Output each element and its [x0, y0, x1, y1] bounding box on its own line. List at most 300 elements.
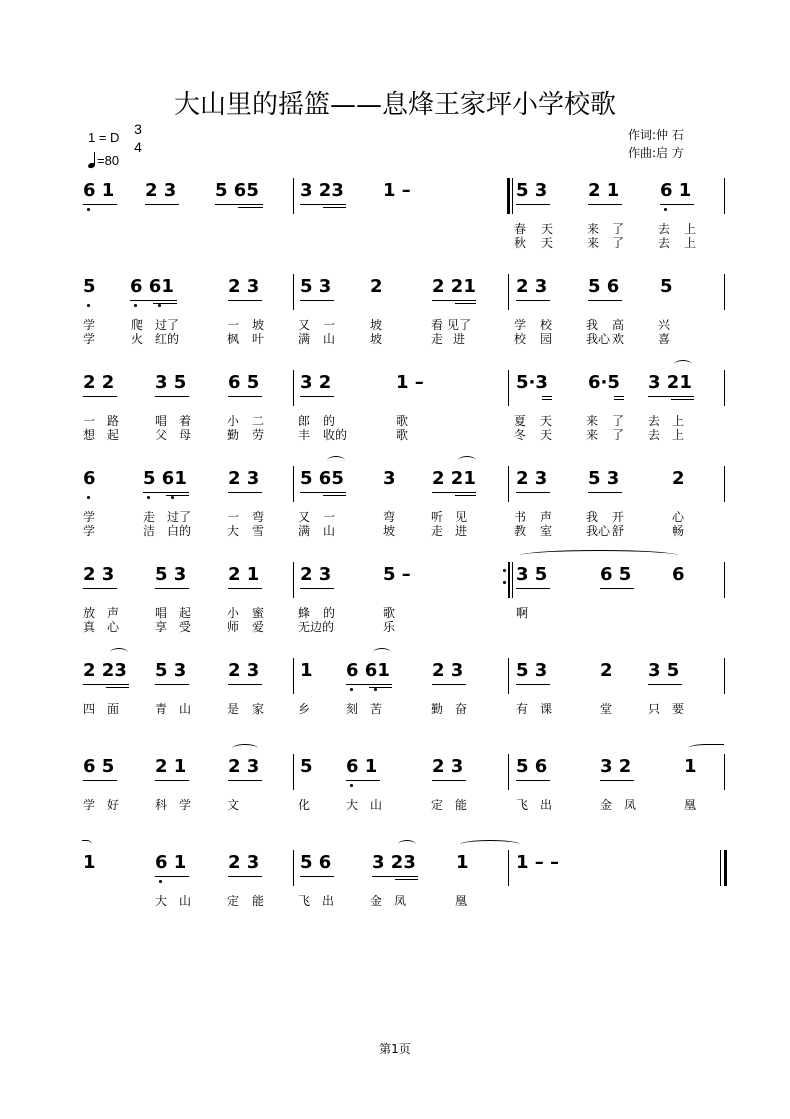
- lyric: 上: [684, 236, 697, 250]
- note-group: 5 3: [155, 564, 187, 585]
- note-group: 2 21: [432, 276, 476, 297]
- lyric: 山: [179, 702, 192, 716]
- music-row-7: [0, 756, 790, 846]
- lyric: 白的: [167, 524, 192, 538]
- lyric: 心: [672, 510, 685, 524]
- lyric: 过了: [155, 318, 180, 332]
- beam: [516, 780, 550, 781]
- note-group: 3 5: [648, 660, 680, 681]
- beam: [346, 780, 380, 781]
- lyric: 凰: [455, 894, 468, 908]
- lyric: 出: [540, 798, 553, 812]
- beam: [300, 396, 334, 397]
- lyric: 又: [298, 318, 311, 332]
- lyric: 声: [540, 510, 553, 524]
- lyric: 飞: [298, 894, 311, 908]
- composer: 作曲:启 方: [628, 146, 684, 160]
- note-group: 2: [600, 660, 613, 681]
- barline: [293, 370, 294, 406]
- lyric: 无边的: [298, 620, 335, 634]
- lyric: 金: [370, 894, 383, 908]
- lyric: 文: [227, 798, 240, 812]
- lyric: 枫: [227, 332, 240, 346]
- barline: [508, 370, 509, 406]
- barline: [293, 274, 294, 310]
- meter-bottom: 4: [134, 139, 142, 155]
- song-title: 大山里的摇篮——息烽王家坪小学校歌: [173, 90, 616, 120]
- lyric: 着: [179, 414, 192, 428]
- note-group: 5·3: [516, 372, 548, 393]
- low-octave-dot: [87, 496, 90, 499]
- lyric: 坡: [252, 318, 265, 332]
- low-octave-dot: [171, 496, 174, 499]
- lyric: 春: [514, 222, 527, 236]
- beam: [83, 780, 117, 781]
- lyric: 二: [252, 414, 265, 428]
- lyricist: 作词:仲 石: [628, 128, 684, 142]
- note-group: 2 3: [516, 468, 548, 489]
- beam: [600, 588, 634, 589]
- lyric: 教: [514, 524, 527, 538]
- note-group: 5 65: [215, 180, 259, 201]
- barline: [724, 562, 725, 598]
- lyric: 科: [155, 798, 168, 812]
- lyric: 小: [227, 606, 240, 620]
- music-row-2: [0, 276, 790, 366]
- beam: [228, 876, 262, 877]
- lyric: 校: [540, 318, 553, 332]
- beam: [238, 207, 263, 208]
- repeat-dot: [503, 569, 506, 572]
- note-group: 2: [370, 276, 383, 297]
- lyric: 兴: [658, 318, 671, 332]
- beam: [228, 492, 262, 493]
- lyric: 歌: [396, 414, 409, 428]
- barline: [293, 850, 294, 886]
- lyric: 满: [298, 332, 311, 346]
- tie-slur-open: [688, 744, 724, 753]
- barline: [724, 658, 725, 694]
- lyric: 学: [83, 510, 96, 524]
- key-signature: 1 = D: [88, 130, 120, 145]
- lyric: 一: [83, 414, 96, 428]
- beam: [516, 300, 550, 301]
- note-group: 5 3: [588, 468, 620, 489]
- note-group: 2 2: [83, 372, 115, 393]
- note-group: 5 61: [143, 468, 187, 489]
- lyric: 畅: [672, 524, 685, 538]
- beam: [323, 207, 346, 208]
- lyric: 了: [612, 428, 625, 442]
- lyric: 洁: [143, 524, 156, 538]
- note-group: 3 21: [648, 372, 692, 393]
- lyric: 天: [540, 414, 553, 428]
- low-octave-dot: [134, 304, 137, 307]
- lyric: 放: [83, 606, 96, 620]
- lyric: 了: [612, 236, 625, 250]
- lyric: 我: [586, 318, 599, 332]
- tempo-value: =80: [97, 153, 120, 168]
- final-barline-thick: [724, 850, 727, 886]
- lyric: 来: [587, 236, 600, 250]
- barline: [508, 754, 509, 790]
- lyric: 郎: [298, 414, 311, 428]
- beam: [83, 684, 129, 685]
- low-octave-dot: [350, 688, 353, 691]
- lyric: 大: [346, 798, 359, 812]
- lyric: 面: [107, 702, 120, 716]
- lyric: 一: [227, 510, 240, 524]
- lyric: 刻: [346, 702, 359, 716]
- lyric: 秋: [514, 236, 527, 250]
- music-row-5: [0, 564, 790, 654]
- lyric: 受: [179, 620, 192, 634]
- lyric: 蜜: [252, 606, 265, 620]
- lyric: 书: [514, 510, 527, 524]
- lyric: 了: [612, 414, 625, 428]
- beam: [542, 396, 552, 397]
- beam: [228, 588, 262, 589]
- lyric: 享: [155, 620, 168, 634]
- note-group: 2 1: [588, 180, 620, 201]
- lyric: 欢: [612, 332, 625, 346]
- double-barline: [507, 178, 510, 214]
- lyric: 四: [83, 702, 96, 716]
- note-group: 2 3: [228, 852, 260, 873]
- lyric: 来: [586, 428, 599, 442]
- beam: [143, 492, 189, 493]
- lyric: 收的: [323, 428, 348, 442]
- page-number: 第1页: [379, 1042, 411, 1056]
- note-group: 6 5: [83, 756, 115, 777]
- tie-slur: [110, 648, 128, 657]
- low-octave-dot: [374, 688, 377, 691]
- lyric: 是: [227, 702, 240, 716]
- final-barline-thin: [720, 850, 721, 886]
- note-group: 3: [383, 468, 396, 489]
- lyric: 心: [107, 620, 120, 634]
- note-group: 2 3: [145, 180, 177, 201]
- lyric: 走: [431, 524, 444, 538]
- tie-slur: [674, 360, 692, 369]
- music-row-8: [0, 852, 790, 942]
- low-octave-dot: [147, 496, 150, 499]
- note-group: 5 –: [383, 564, 411, 585]
- note-group: 2 3: [432, 756, 464, 777]
- beam: [228, 684, 262, 685]
- lyric: 了: [612, 222, 625, 236]
- beam: [614, 396, 624, 397]
- note-group: 2 23: [83, 660, 127, 681]
- lyric: 勤: [227, 428, 240, 442]
- beam: [155, 876, 189, 877]
- lyric: 喜: [658, 332, 671, 346]
- beam: [614, 399, 624, 400]
- beam: [83, 588, 117, 589]
- note-group: 2 3: [228, 660, 260, 681]
- beam: [228, 780, 262, 781]
- beam: [455, 495, 476, 496]
- lyric: 学: [83, 318, 96, 332]
- beam: [588, 300, 622, 301]
- note-group: 6 61: [346, 660, 390, 681]
- lyric: 飞: [516, 798, 529, 812]
- lyric: 学: [83, 524, 96, 538]
- credits: [628, 126, 684, 162]
- lyric: 上: [684, 222, 697, 236]
- note-group: 3 23: [372, 852, 416, 873]
- lyric: 堂: [600, 702, 613, 716]
- tempo-marking: [88, 150, 119, 168]
- lyric: 坡: [370, 318, 383, 332]
- note-group: 5 3: [516, 180, 548, 201]
- barline: [724, 754, 725, 790]
- note-group: 6 5: [600, 564, 632, 585]
- lyric: 奋: [455, 702, 468, 716]
- lyric: 我心: [586, 332, 611, 346]
- note-group: 5 6: [588, 276, 620, 297]
- lyric: 我心: [586, 524, 611, 538]
- barline: [508, 466, 509, 502]
- note-group: 3 2: [600, 756, 632, 777]
- low-octave-dot: [87, 208, 90, 211]
- note-group: 5: [83, 276, 96, 297]
- beam: [145, 204, 179, 205]
- barline: [512, 562, 513, 598]
- lyric: 满: [298, 524, 311, 538]
- low-octave-dot: [159, 880, 162, 883]
- barline: [724, 274, 725, 310]
- note-group: 1 –: [396, 372, 424, 393]
- lyric: 只: [648, 702, 661, 716]
- lyric: 起: [179, 606, 192, 620]
- beam: [648, 396, 694, 397]
- lyric: 定: [431, 798, 444, 812]
- lyric: 开: [612, 510, 625, 524]
- lyric: 唱: [155, 414, 168, 428]
- beam: [542, 399, 552, 400]
- beam: [153, 303, 177, 304]
- beam: [228, 300, 262, 301]
- lyric: 去: [658, 222, 671, 236]
- beam: [300, 300, 334, 301]
- lyric: 弯: [252, 510, 265, 524]
- lyric: 起: [107, 428, 120, 442]
- tie-slur-close: [82, 840, 92, 849]
- barline: [724, 466, 725, 502]
- lyric: 进: [455, 524, 468, 538]
- lyric: 歌: [383, 606, 396, 620]
- lyric: 真: [83, 620, 96, 634]
- lyric: 定: [227, 894, 240, 908]
- note-group: 1 –: [383, 180, 411, 201]
- lyric: 的: [323, 606, 336, 620]
- lyric: 想: [83, 428, 96, 442]
- note-group: 1: [456, 852, 469, 873]
- tie-slur: [327, 456, 345, 465]
- lyric: 天: [541, 222, 554, 236]
- tie-slur: [398, 840, 416, 849]
- lyric: 能: [252, 894, 265, 908]
- lyric: 进: [453, 332, 466, 346]
- lyric: 大: [155, 894, 168, 908]
- lyric: 爱: [252, 620, 265, 634]
- beam: [588, 204, 622, 205]
- barline: [293, 178, 294, 214]
- beam: [83, 204, 117, 205]
- note-group: 6 1: [346, 756, 378, 777]
- note-group: 2: [672, 468, 685, 489]
- note-group: 1 – –: [516, 852, 560, 873]
- note-group: 6: [672, 564, 685, 585]
- beam: [432, 780, 466, 781]
- lyric: 见了: [447, 318, 472, 332]
- note-group: 2 3: [432, 660, 464, 681]
- beam: [106, 687, 129, 688]
- lyric: 大: [227, 524, 240, 538]
- lyric: 见: [455, 510, 468, 524]
- lyric: 丰: [298, 428, 311, 442]
- note-group: 2 3: [228, 468, 260, 489]
- lyric: 红的: [155, 332, 180, 346]
- lyric: 能: [455, 798, 468, 812]
- lyric: 来: [586, 414, 599, 428]
- note-group: 2 3: [516, 276, 548, 297]
- lyric: 有: [516, 702, 529, 716]
- beam: [166, 495, 189, 496]
- barline: [724, 370, 725, 406]
- lyric: 苦: [370, 702, 383, 716]
- barline: [508, 850, 509, 886]
- lyric: 园: [540, 332, 553, 346]
- note-group: 2 3: [228, 756, 260, 777]
- lyric: 蜂: [298, 606, 311, 620]
- barline: [508, 274, 509, 310]
- lyric: 走: [431, 332, 444, 346]
- barline: [724, 178, 725, 214]
- lyric: 一: [323, 318, 336, 332]
- beam: [346, 684, 392, 685]
- lyric: 学: [514, 318, 527, 332]
- phrase-slur: [520, 550, 678, 561]
- quarter-note-icon: [88, 150, 97, 168]
- barline: [512, 178, 513, 214]
- note-group: 2 3: [228, 276, 260, 297]
- lyric: 好: [107, 798, 120, 812]
- lyric: 小: [227, 414, 240, 428]
- lyric: 唱: [155, 606, 168, 620]
- beam: [155, 396, 189, 397]
- note-group: 6 1: [83, 180, 115, 201]
- low-octave-dot: [350, 784, 353, 787]
- note-group: 2 21: [432, 468, 476, 489]
- lyric: 声: [107, 606, 120, 620]
- beam: [432, 300, 476, 301]
- beam: [600, 780, 634, 781]
- lyric: 学: [83, 798, 96, 812]
- note-group: 2 3: [83, 564, 115, 585]
- lyric: 走: [143, 510, 156, 524]
- note-group: 5 6: [300, 852, 332, 873]
- beam: [369, 687, 392, 688]
- note-group: 5 3: [516, 660, 548, 681]
- note-group: 5: [300, 756, 313, 777]
- note-group: 5 3: [300, 276, 332, 297]
- note-group: 3 2: [300, 372, 332, 393]
- beam: [660, 204, 694, 205]
- beam: [155, 588, 189, 589]
- tie-slur: [460, 840, 520, 849]
- lyric: 出: [322, 894, 335, 908]
- lyric: 母: [179, 428, 192, 442]
- lyric: 弯: [383, 510, 396, 524]
- lyric: 去: [648, 428, 661, 442]
- note-group: 3 23: [300, 180, 344, 201]
- beam: [155, 780, 189, 781]
- tie-slur: [373, 648, 391, 657]
- lyric: 上: [672, 428, 685, 442]
- note-group: 2 3: [300, 564, 332, 585]
- beam: [155, 684, 189, 685]
- beam: [516, 588, 550, 589]
- barline: [293, 562, 294, 598]
- lyric: 爬: [131, 318, 144, 332]
- beam: [455, 303, 476, 304]
- note-group: 6 1: [155, 852, 187, 873]
- note-group: 6 61: [130, 276, 174, 297]
- lyric: 化: [298, 798, 311, 812]
- time-signature: [132, 120, 144, 156]
- lyric: 我: [586, 510, 599, 524]
- tie-slur: [458, 456, 476, 465]
- lyric: 乡: [298, 702, 311, 716]
- note-group: 5 6: [516, 756, 548, 777]
- note-group: 3 5: [155, 372, 187, 393]
- low-octave-dot: [87, 304, 90, 307]
- lyric: 去: [658, 236, 671, 250]
- lyric: 凤: [624, 798, 637, 812]
- beam: [300, 588, 334, 589]
- beam: [588, 492, 622, 493]
- beam: [130, 300, 177, 301]
- lyric: 天: [540, 428, 553, 442]
- lyric: 上: [672, 414, 685, 428]
- lyric: 要: [672, 702, 685, 716]
- lyric: 父: [155, 428, 168, 442]
- beam: [300, 876, 334, 877]
- beam: [228, 396, 262, 397]
- note-group: 6 5: [228, 372, 260, 393]
- music-row-4: [0, 468, 790, 558]
- beam: [323, 495, 346, 496]
- low-octave-dot: [158, 304, 161, 307]
- beam: [516, 204, 550, 205]
- music-row-6: [0, 660, 790, 750]
- note-group: 5 3: [155, 660, 187, 681]
- barline: [293, 754, 294, 790]
- lyric: 看: [431, 318, 444, 332]
- beam: [516, 684, 550, 685]
- note-group: 6: [83, 468, 96, 489]
- note-group: 5: [660, 276, 673, 297]
- lyric: 叶: [252, 332, 265, 346]
- lyric: 去: [648, 414, 661, 428]
- lyric: 山: [323, 524, 336, 538]
- note-group: 1: [684, 756, 697, 777]
- music-row-1: [0, 180, 790, 270]
- lyric: 青: [155, 702, 168, 716]
- lyric: 路: [107, 414, 120, 428]
